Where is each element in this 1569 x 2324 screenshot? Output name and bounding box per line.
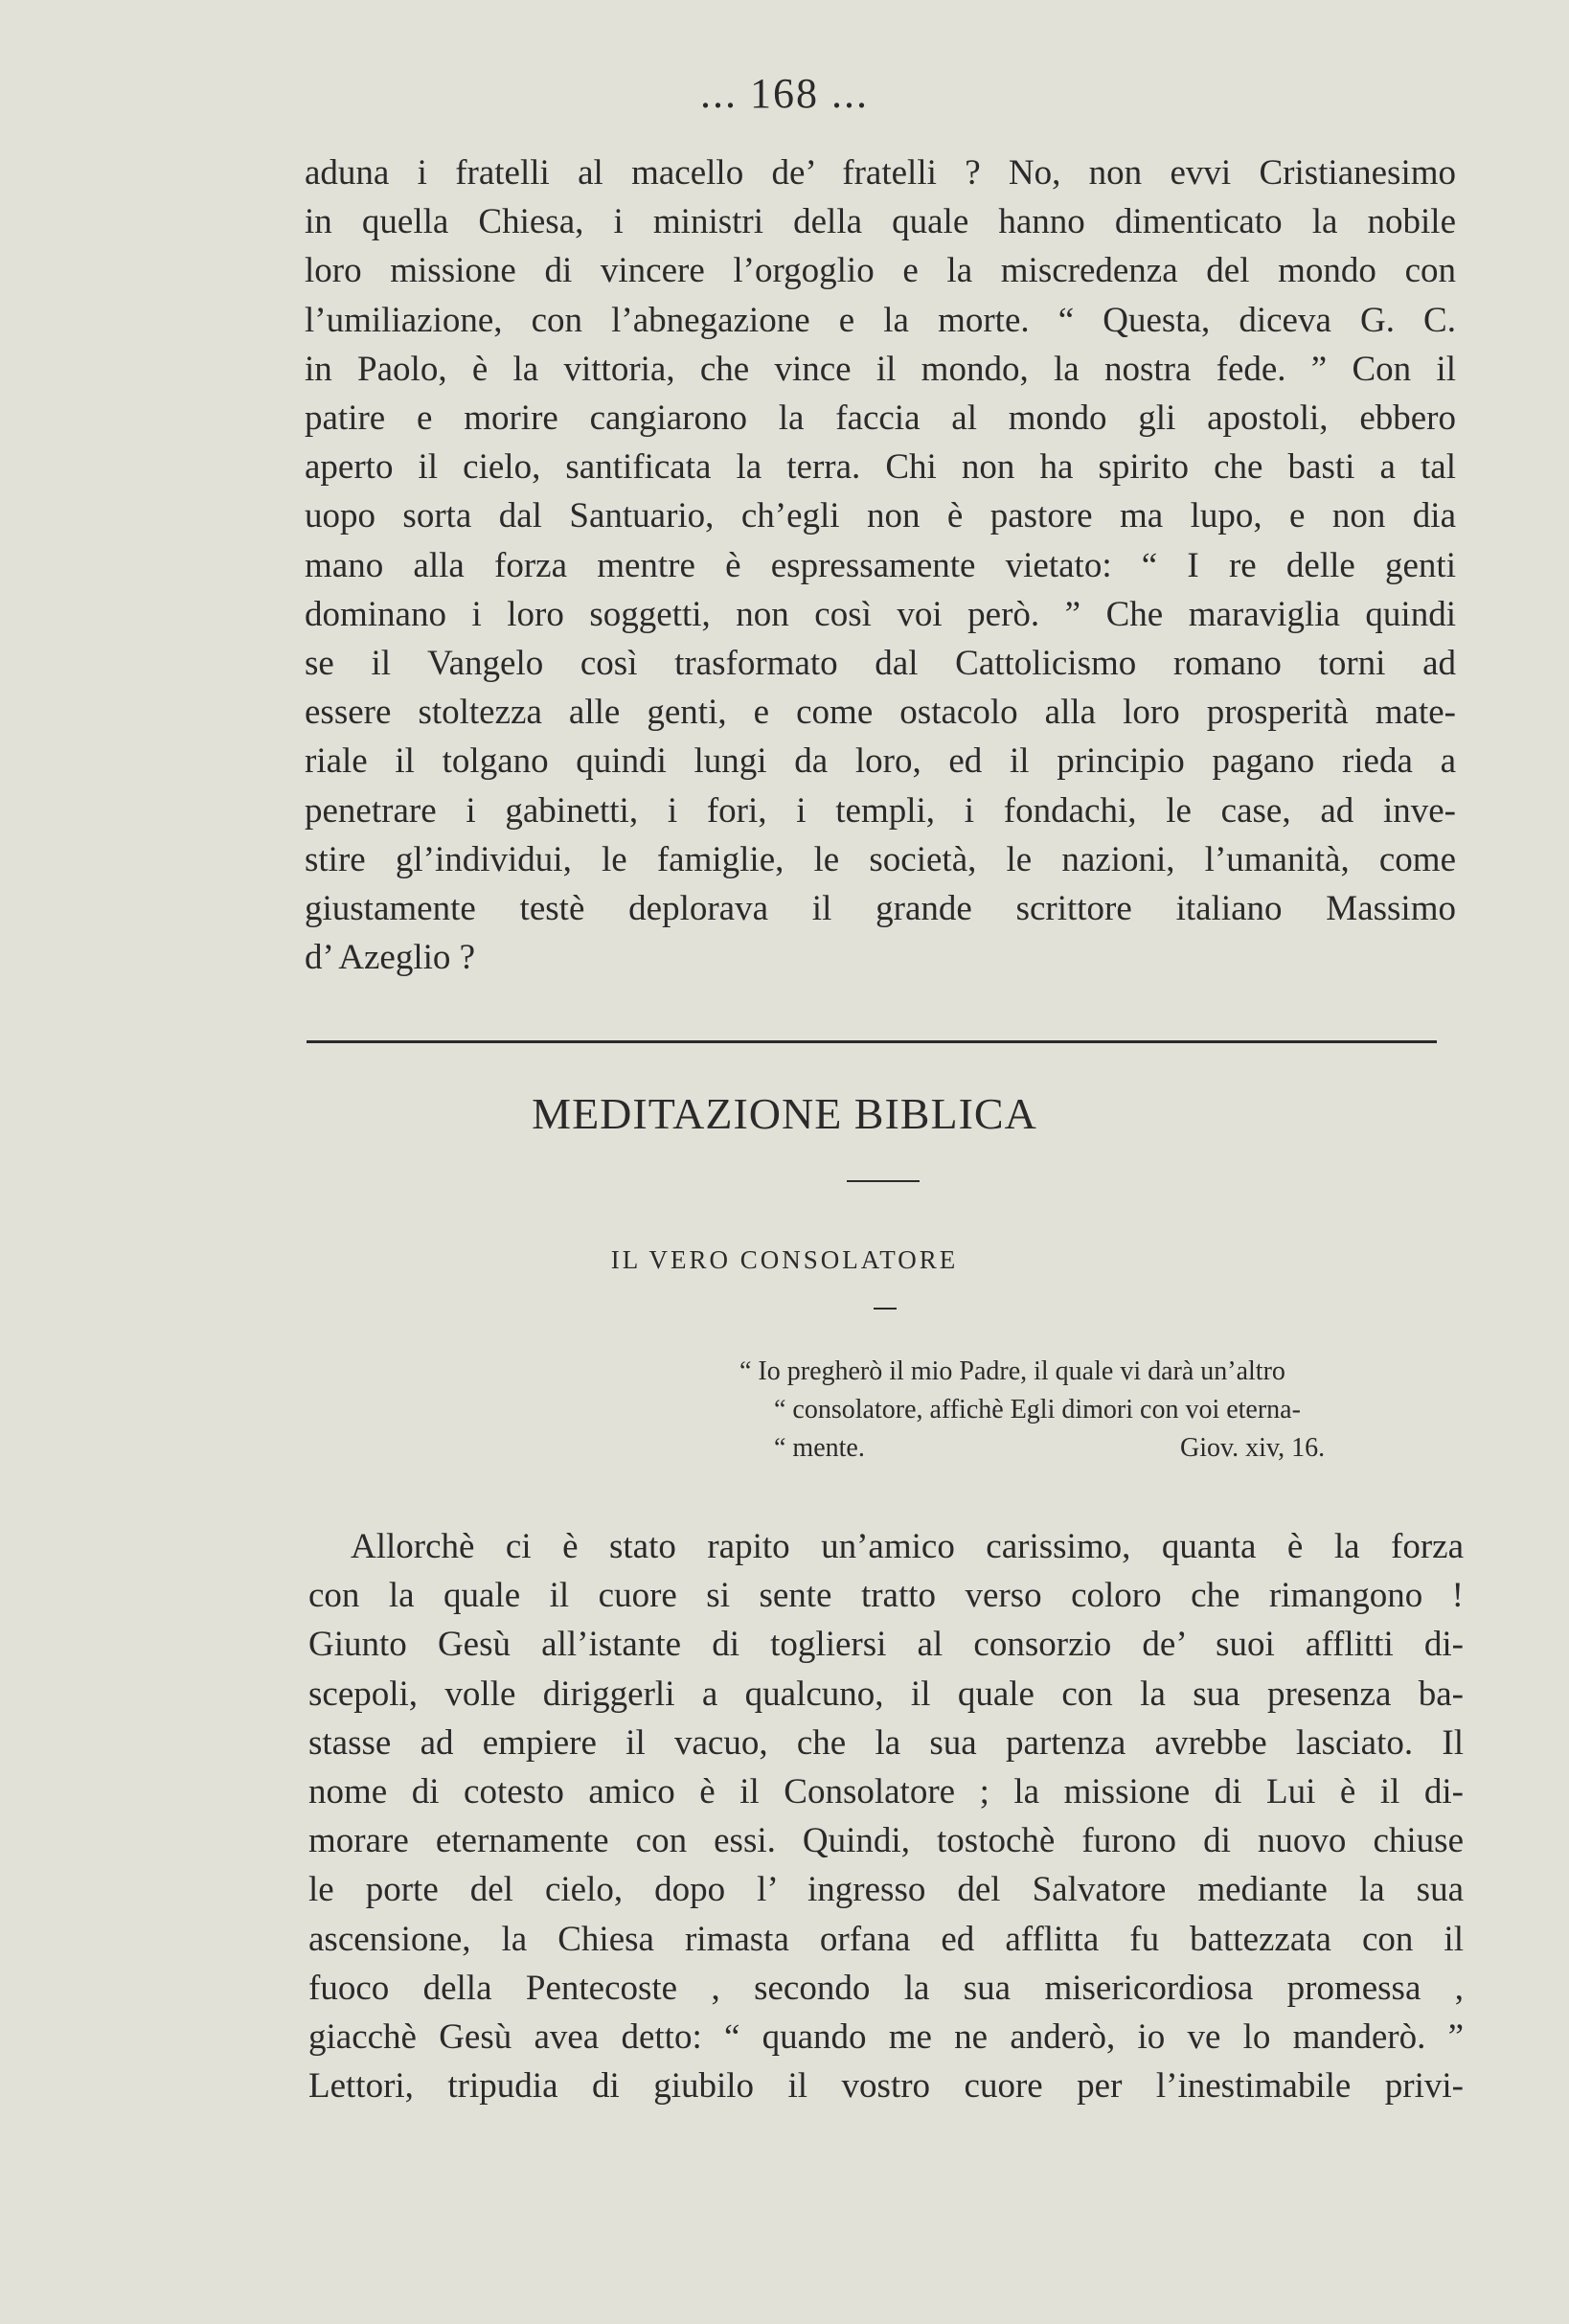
title-rule bbox=[847, 1180, 920, 1182]
text-line: se il Vangelo così trasformato dal Cattolicismo romano torni ad bbox=[305, 644, 1456, 683]
text-line: stasse ad empiere il vacuo, che la sua partenza avrebbe lasciato. Il bbox=[308, 1722, 1464, 1763]
epigraph-reference: Giov. xiv, 16. bbox=[1180, 1433, 1326, 1463]
text-line: in quella Chiesa, i ministri della quale hanno dimenticato la nobile bbox=[305, 202, 1456, 242]
text-line: giacchè Gesù avea detto: “ quando me ne anderò, io ve lo manderò. ” bbox=[308, 2017, 1464, 2057]
text-line: le porte del cielo, dopo l’ ingresso del Salvatore mediante la sua bbox=[308, 1870, 1464, 1910]
text-line: d’ Azeglio ? bbox=[305, 938, 476, 978]
text-line: dominano i loro soggetti, non così voi però. ” Che maraviglia quindi bbox=[305, 594, 1456, 634]
text-line: Lettori, tripudia di giubilo il vostro cuore per l’inestimabile privi- bbox=[308, 2066, 1464, 2107]
text-line: Allorchè ci è stato rapito un’amico carissimo, quanta è la forza bbox=[351, 1527, 1464, 1566]
text-line: giustamente testè deplorava il grande scrittore italiano Massimo bbox=[305, 889, 1456, 928]
page-number: ... 168 ... bbox=[700, 70, 869, 117]
epigraph-line: “ Io pregherò il mio Padre, il quale vi darà un’altro bbox=[739, 1356, 1285, 1386]
text-line: stire gl’individui, le famiglie, le società, le nazioni, l’umanità, come bbox=[305, 839, 1456, 879]
text-line: in Paolo, è la vittoria, che vince il mondo, la nostra fede. ” Con il bbox=[305, 349, 1456, 389]
epigraph-line: “ mente. bbox=[774, 1433, 865, 1463]
text-line: fuoco della Pentecoste , secondo la sua misericordiosa promessa , bbox=[308, 1968, 1464, 2008]
text-line: ascensione, la Chiesa rimasta orfana ed afflitta fu battezzata con il bbox=[308, 1919, 1464, 1959]
text-line: penetrare i gabinetti, i fori, i templi, i fondachi, le case, ad inve- bbox=[305, 790, 1456, 831]
text-line: scepoli, volle diriggerli a qualcuno, il quale con la sua presenza ba- bbox=[308, 1674, 1464, 1714]
text-line: morare eternamente con essi. Quindi, tostochè furono di nuovo chiuse bbox=[308, 1821, 1464, 1861]
text-line: loro missione di vincere l’orgoglio e la miscredenza del mondo con bbox=[305, 251, 1456, 291]
section-title: MEDITAZIONE BIBLICA bbox=[532, 1089, 1037, 1138]
section-subtitle: IL VERO CONSOLATORE bbox=[610, 1245, 959, 1274]
section-divider bbox=[307, 1040, 1437, 1043]
text-line: mano alla forza mentre è espressamente vietato: “ I re delle genti bbox=[305, 545, 1456, 585]
text-line: aduna i fratelli al macello de’ fratelli ? No, non evvi Cristianesimo bbox=[305, 153, 1456, 193]
text-line: uopo sorta dal Santuario, ch’egli non è pastore ma lupo, e non dia bbox=[305, 496, 1456, 536]
text-line: aperto il cielo, santificata la terra. Chi non ha spirito che basti a tal bbox=[305, 447, 1456, 488]
text-line: l’umiliazione, con l’abnegazione e la morte. “ Questa, diceva G. C. bbox=[305, 300, 1456, 340]
text-line: con la quale il cuore si sente tratto verso coloro che rimangono ! bbox=[308, 1576, 1464, 1616]
text-line: Giunto Gesù all’istante di togliersi al consorzio de’ suoi afflitti di- bbox=[308, 1625, 1464, 1665]
text-line: patire e morire cangiarono la faccia al mondo gli apostoli, ebbero bbox=[305, 399, 1456, 438]
text-line: nome di cotesto amico è il Consolatore ; la missione di Lui è il di- bbox=[308, 1772, 1464, 1811]
epigraph-line: “ consolatore, affichè Egli dimori con voi eterna- bbox=[774, 1395, 1301, 1424]
text-line: essere stoltezza alle genti, e come ostacolo alla loro prosperità mate- bbox=[305, 693, 1456, 733]
text-line: riale il tolgano quindi lungi da loro, ed il principio pagano rieda a bbox=[305, 741, 1456, 782]
subtitle-rule bbox=[874, 1308, 897, 1310]
